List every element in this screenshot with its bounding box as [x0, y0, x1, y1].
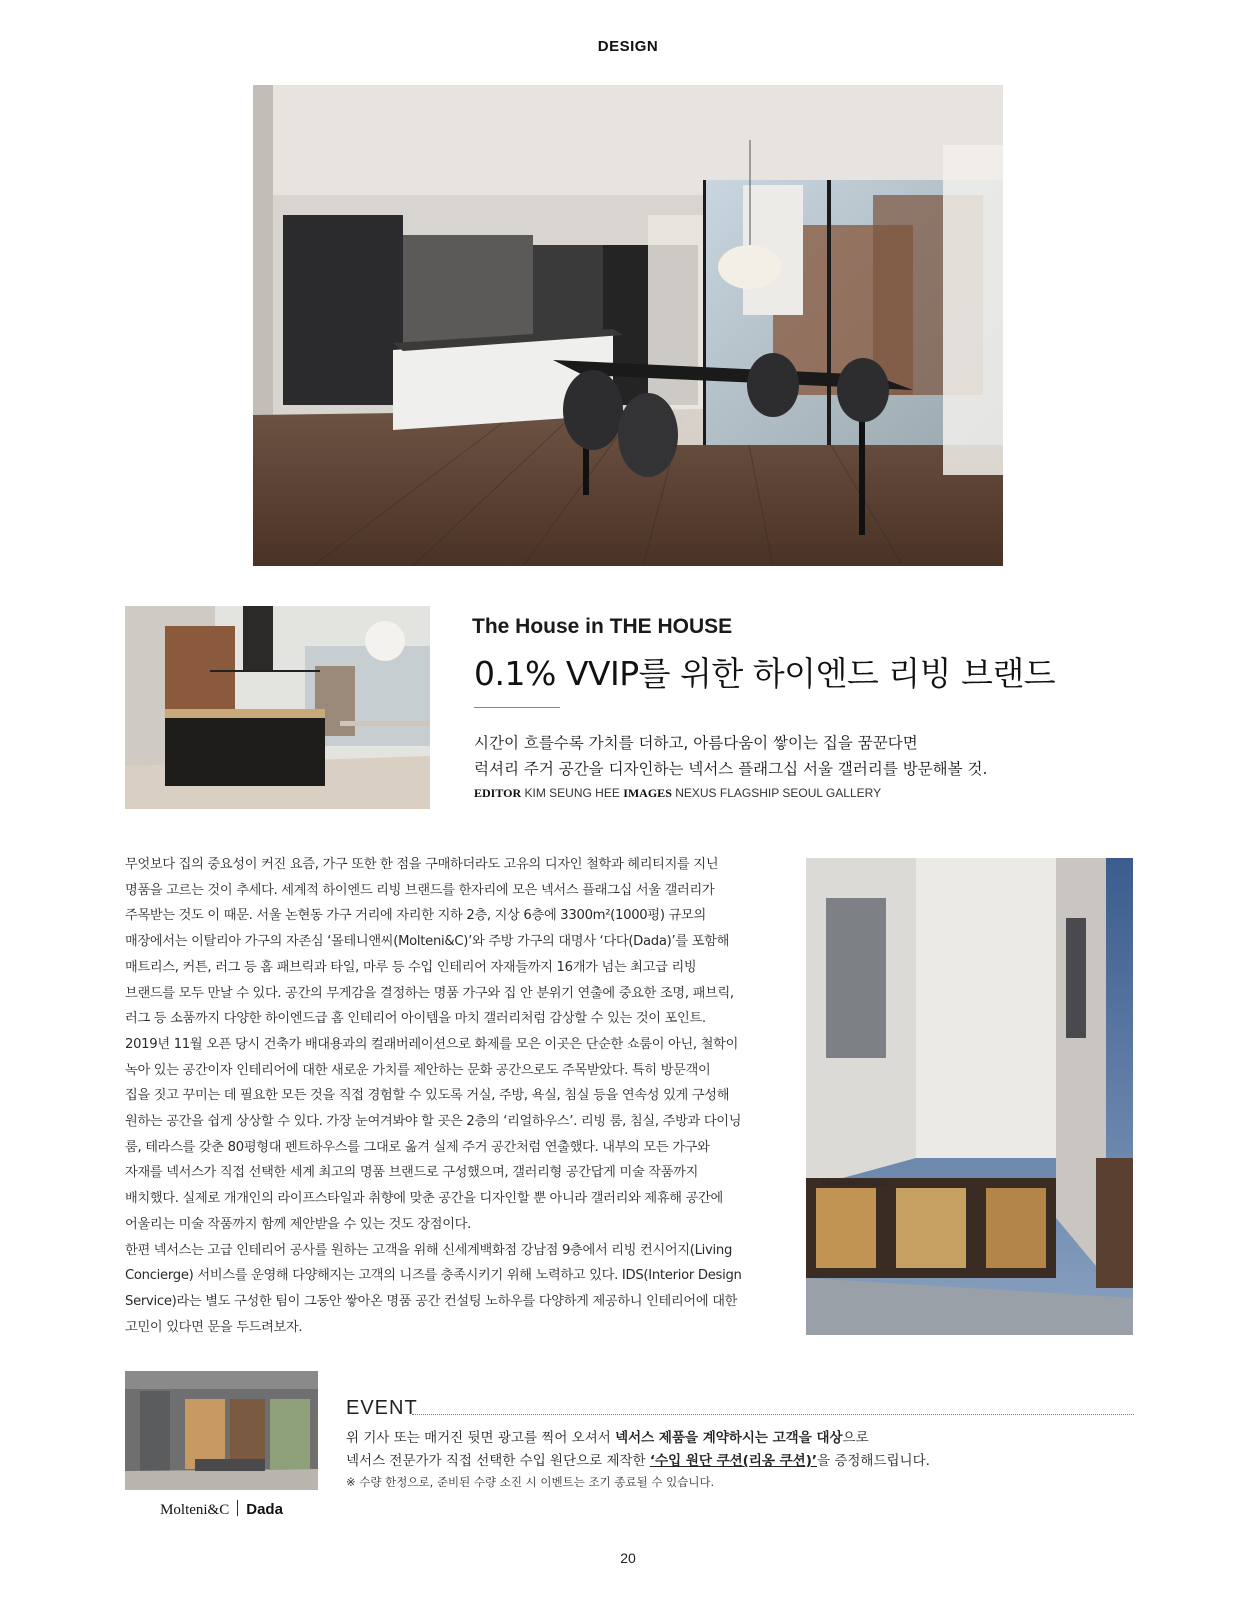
body-line: 러그 등 소품까지 다양한 하이엔드급 홈 인테리어 아이템을 마치 갤러리처럼 감상할 수 있는 것이 포인트. — [125, 1011, 706, 1027]
molteni-logo: Molteni&C — [160, 1502, 230, 1518]
editor-name: KIM SEUNG HEE — [524, 786, 620, 800]
body-line: Concierge) 서비스를 운영해 다양해지는 고객의 니즈를 충족시키기 위해 노력하고 있다. IDS(Interior Design — [125, 1268, 742, 1284]
event-note: ※ 수량 한정으로, 준비된 수량 소진 시 이벤트는 조기 종료될 수 있습니다. — [346, 1475, 715, 1489]
body-line: 2019년 11월 오픈 당시 건축가 배대용과의 컬래버레이션으로 화제를 모은 이곳은 단순한 쇼룸이 아닌, 철학이 — [125, 1036, 739, 1052]
event-title: EVENT — [346, 1397, 418, 1419]
article-lead — [474, 730, 1034, 782]
hero-photo-kitchen-dining — [253, 85, 1003, 566]
body-line: 브랜드를 모두 만날 수 있다. 공간의 무게감을 결정하는 명품 가구와 집 안 분위기 연출에 중요한 조명, 패브릭, — [125, 985, 734, 1001]
headline-divider — [474, 707, 560, 708]
body-line: 주목받는 것도 이 때문. 서울 논현동 가구 거리에 자리한 지하 2층, 지상 6층에 3300m²(1000평) 규모의 — [125, 908, 706, 924]
event-highlight: 넥서스 제품을 계약하시는 고객을 대상 — [615, 1430, 843, 1446]
event-line-1: 위 기사 또는 매거진 뒷면 광고를 찍어 오셔서 넥서스 제품을 계약하시는 고객을 대상으로 — [346, 1430, 869, 1446]
dada-logo: Dada — [246, 1501, 283, 1518]
images-label: IMAGES — [623, 786, 672, 800]
brand-logos — [125, 1500, 318, 1519]
section-label: DESIGN — [597, 38, 659, 55]
body-line: 매장에서는 이탈리아 가구의 자존심 ‘몰테니앤씨(Molteni&C)’와 주방 가구의 대명사 ‘다다(Dada)’를 포함해 — [125, 934, 730, 950]
body-line: 고민이 있다면 문을 두드려보자. — [125, 1319, 303, 1335]
body-line: 녹아 있는 공간이자 인테리어에 대한 새로운 가치를 제안하는 문화 공간으로도 주목받았다. 특히 방문객이 — [125, 1062, 711, 1078]
article-headline: 0.1% VVIP를 위한 하이엔드 리빙 브랜드 — [474, 654, 1056, 693]
gallery-building-photo — [806, 858, 1133, 1335]
event-gift: ‘수입 원단 쿠션(리옹 쿠션)’ — [649, 1453, 818, 1469]
kitchen-island-photo — [125, 606, 430, 809]
lead-line: 시간이 흐를수록 가치를 더하고, 아름다움이 쌓이는 집을 꿈꾼다면 — [474, 734, 918, 752]
body-line: Service)라는 별도 구성한 팀이 그동안 쌓아온 명품 공간 컨설팅 노하우를 다양하게 제공하니 인테리어에 대한 — [125, 1293, 738, 1309]
logo-divider — [237, 1500, 238, 1516]
body-line: 매트리스, 커튼, 러그 등 홈 패브릭과 타일, 마루 등 수입 인테리어 자재들까지 16개가 넘는 최고급 리빙 — [125, 959, 697, 975]
body-line: 무엇보다 집의 중요성이 커진 요즘, 가구 또한 한 점을 구매하더라도 고유의 디자인 철학과 헤리티지를 지닌 — [125, 857, 719, 872]
showroom-photo — [125, 1371, 318, 1490]
event-line-2: 넥서스 전문가가 직접 선택한 수입 원단으로 제작한 ‘수입 원단 쿠션(리옹 쿠션)’을 증정해드립니다. — [346, 1453, 930, 1469]
building-sign: Molteni&C | Dada — [821, 1178, 888, 1188]
body-line: 룸, 테라스를 갖춘 80평형대 펜트하우스를 그대로 옮겨 실제 주거 공간처럼 연출했다. 내부의 모든 가구와 — [125, 1139, 710, 1155]
body-line: 집을 짓고 꾸미는 데 필요한 모든 것을 직접 경험할 수 있도록 거실, 주방, 욕실, 침실 등을 연속성 있게 구성해 — [125, 1088, 730, 1104]
body-line: 배치했다. 실제로 개개인의 라이프스타일과 취향에 맞춘 공간을 디자인할 뿐 아니라 갤러리와 제휴해 공간에 — [125, 1191, 723, 1207]
article-credits — [474, 786, 881, 801]
page-number: 20 — [620, 1550, 636, 1566]
body-line: 원하는 공간을 쉽게 상상할 수 있다. 가장 눈여겨봐야 할 곳은 2층의 ‘리얼하우스’. 리빙 룸, 침실, 주방과 다이닝 — [125, 1114, 742, 1130]
article-body — [125, 852, 765, 1340]
body-line: 한편 넥서스는 고급 인테리어 공사를 원하는 고객을 위해 신세계백화점 강남점 9층에서 리빙 컨시어지(Living — [125, 1242, 733, 1258]
event-body — [346, 1427, 1136, 1473]
body-line: 자재를 넥서스가 직접 선택한 세계 최고의 명품 브랜드로 구성했으며, 갤러리형 공간답게 미술 작품까지 — [125, 1165, 699, 1181]
editor-label: EDITOR — [474, 786, 522, 800]
article-kicker: The House in THE HOUSE — [472, 615, 733, 638]
images-source: NEXUS FLAGSHIP SEOUL GALLERY — [675, 786, 882, 800]
body-line: 명품을 고르는 것이 추세다. 세계적 하이엔드 리빙 브랜드를 한자리에 모은 넥서스 플래그십 서울 갤러리가 — [125, 882, 715, 898]
event-dotted-rule — [412, 1414, 1134, 1415]
body-line: 어울리는 미술 작품까지 함께 제안받을 수 있는 것도 장점이다. — [125, 1216, 472, 1232]
lead-line: 럭셔리 주거 공간을 디자인하는 넥서스 플래그십 서울 갤러리를 방문해볼 것. — [474, 760, 988, 778]
